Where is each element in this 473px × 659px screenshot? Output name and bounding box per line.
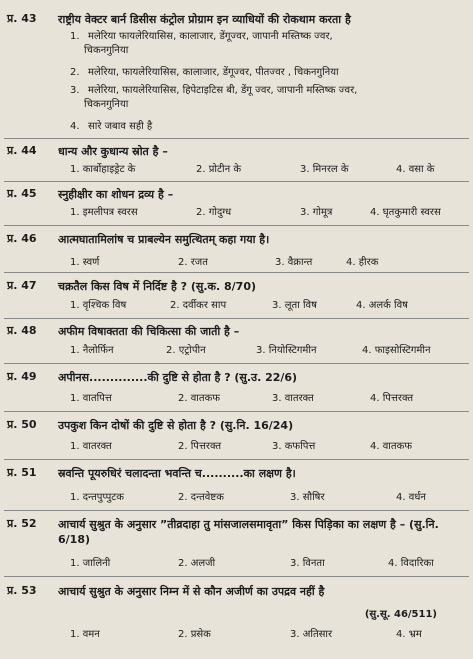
question-text: आत्मघातामिलांष च प्राबल्येन समुत्थितम् कहा गया है।: [58, 233, 270, 246]
question-number: प्र. 50: [7, 418, 37, 431]
question-number: प्र. 52: [7, 517, 37, 530]
option-2: 2. दर्वीकर साप: [170, 300, 227, 311]
option-3: 3. मिनरल के: [300, 164, 349, 175]
option-2: 2. वातकफ: [178, 393, 220, 404]
question-number: प्र. 45: [7, 187, 37, 200]
option-1: 1. इमलीपत्र स्वरस: [70, 207, 138, 218]
option-43-2: 2. मलेरिया, फायलेरियासिस, कालाजार, डेंगूज्वर, पीतज्वर , चिकनगुनिया: [70, 67, 339, 78]
option-4: 4. हीरक: [346, 257, 379, 268]
divider: [4, 363, 469, 364]
option-2: 2. एट्रोपीन: [166, 345, 206, 356]
option-3: 3. गोमूत्र: [300, 207, 333, 218]
option-3: 3. सौषिर: [290, 492, 325, 503]
divider: [4, 181, 469, 182]
option-3: 3. कफपित्त: [272, 441, 316, 452]
question-number: प्र. 53: [7, 584, 37, 597]
divider: [4, 318, 469, 319]
option-4: 4. वातकफ: [370, 441, 412, 452]
option-4: 4. घृतकुमारी स्वरस: [370, 207, 441, 218]
option-1: 1. वृश्चिक विष: [70, 300, 127, 311]
option-1: 1. वातपित्त: [70, 393, 112, 404]
option-4: 4. भ्रम: [396, 629, 422, 640]
question-text: आचार्य सुश्रुत के अनुसार ”तीव्रदाहा तु मांसजालसमावृता” किस पिड़िका का लक्षण है – (सु.नि. 6/18): [58, 518, 439, 546]
question-number: प्र. 47: [7, 279, 37, 292]
option-4: 4. विदारिका: [388, 558, 434, 569]
option-4: 4. वर्धन: [396, 492, 426, 503]
question-text: धान्य और कुधान्य स्रोत है –: [58, 145, 168, 158]
option-3: 3. अतिसार: [290, 629, 333, 640]
option-3: 3. वातरक्त: [272, 393, 314, 404]
option-2: 2. अलजी: [178, 558, 216, 569]
divider: [4, 272, 469, 273]
question-text: स्नुहीक्षीर का शोधन द्रव्य है –: [58, 188, 174, 201]
question-text: आचार्य सुश्रुत के अनुसार निम्न में से कौन अजीर्ण का उपद्रव नहीं है: [58, 585, 325, 598]
option-1: 1. स्वर्ण: [70, 257, 100, 268]
reference: (सु.सू. 46/511): [364, 609, 437, 620]
question-number: प्र. 49: [7, 370, 37, 383]
option-4: 4. फाइसोस्टिगमीन: [362, 345, 431, 356]
question-number: प्र. 46: [7, 232, 37, 245]
divider: [4, 225, 469, 226]
option-2: 2. रजत: [178, 257, 208, 268]
option-4: 4. अलर्क विष: [356, 300, 408, 311]
divider: [4, 576, 469, 577]
question-text: स्रवन्ति पूयरुधिरं चलादन्ता भवन्ति च..........का लक्षण है।: [58, 467, 296, 480]
divider: [4, 459, 469, 460]
question-number: प्र. 43: [7, 12, 37, 25]
option-1: 1. कार्बोहाइड्रेट के: [70, 164, 136, 175]
question-number: प्र. 44: [7, 144, 37, 157]
option-1: 1. नैलोर्फिन: [70, 345, 114, 356]
divider: [4, 411, 469, 412]
question-number: प्र. 48: [7, 324, 37, 337]
question-number: प्र. 51: [7, 466, 37, 479]
option-43-3: 3. मलेरिया, फायलेरियासिस, हिपेटाइटिस बी, डेंगू ज्वर, जापानी मस्तिष्क ज्वर, चिकनगुनिया: [70, 85, 358, 110]
option-2: 2. दन्तवेष्टक: [178, 492, 224, 503]
divider: [4, 138, 469, 139]
option-2: 2. गोदुग्ध: [196, 207, 232, 218]
option-1: 1. जालिनी: [70, 558, 111, 569]
question-text: अपीनस..............की दुष्टि से होता है ? (सु.उ. 22/6): [58, 371, 298, 384]
question-text: राष्ट्रीय वेक्टर बार्न डिसीस कंट्रोल प्रोग्राम इन व्याधियों की रोकथाम करता है: [58, 13, 351, 26]
option-3: 3. वैक्रान्त: [275, 257, 313, 268]
option-3: 3. लूता विष: [272, 300, 317, 311]
divider: [4, 510, 469, 511]
option-1: 1. दन्तपुप्पुटक: [70, 492, 124, 503]
option-2: 2. प्रसेक: [178, 629, 211, 640]
option-1: 1. वातरक्त: [70, 441, 112, 452]
question-text: अफीम विषाक्तता की चिकित्सा की जाती है –: [58, 325, 240, 338]
option-3: 3. नियोस्टिगमीन: [256, 345, 317, 356]
option-1: 1. वमन: [70, 629, 100, 640]
question-text: उपकुश किन दोषों की दुष्टि से होता है ? (सु.नि. 16/24): [58, 419, 294, 432]
option-4: 4. वसा के: [396, 164, 435, 175]
option-4: 4. पित्तरक्त: [370, 393, 414, 404]
option-2: 2. पित्तरक्त: [178, 441, 222, 452]
option-43-4: 4. सारे जबाव सही है: [70, 121, 153, 132]
option-3: 3. विनता: [290, 558, 325, 569]
option-43-1: 1. मलेरिया फायलेरियासिस, कालाजार, डेंगूज्वर, जापानी मस्तिष्क ज्वर, चिकनगुनिया: [70, 31, 333, 56]
option-2: 2. प्रोटीन के: [196, 164, 242, 175]
question-text: चक्रतैल किस विष में निर्दिष्ट है ? (सु.क. 8/70): [58, 280, 256, 293]
